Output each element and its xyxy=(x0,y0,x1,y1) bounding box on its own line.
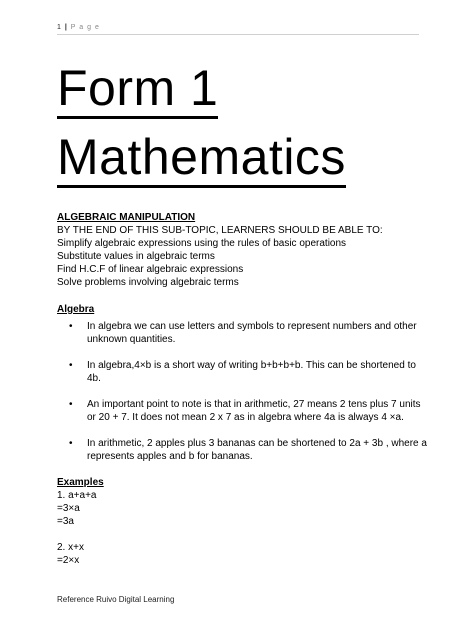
example-line: 1. a+a+a xyxy=(57,490,97,501)
example-line: =2×x xyxy=(57,555,80,566)
algebra-bullet-list xyxy=(57,320,427,463)
spacer xyxy=(57,528,427,541)
bullet-item xyxy=(57,398,427,424)
bullet-item xyxy=(57,320,427,346)
algebra-heading: Algebra xyxy=(57,304,95,315)
example-line: =3a xyxy=(57,516,74,527)
bullet-item xyxy=(57,437,427,463)
bullet-text: An important point to note is that in arithmetic, 27 means 2 tens plus 7 units or 20 + 7. It does not mean 2 x 7 as in algebra where 4a is always 4 ×a. xyxy=(87,399,421,423)
objectives-intro: BY THE END OF THIS SUB-TOPIC, LEARNERS SHOULD BE ABLE TO: xyxy=(57,225,383,236)
example-line: =3×a xyxy=(57,503,80,514)
example-line: 2. x+x xyxy=(57,542,84,553)
page-separator: | xyxy=(64,24,68,31)
title-line-2: Mathematics xyxy=(57,129,346,188)
bullet-item xyxy=(57,359,427,385)
bullet-text: In algebra we can use letters and symbols to represent numbers and other unknown quantities. xyxy=(87,321,417,345)
title-line-1: Form 1 xyxy=(57,60,218,119)
document-title xyxy=(57,60,346,198)
objective-item: Find H.C.F of linear algebraic expressions xyxy=(57,264,244,275)
bullet-icon: • xyxy=(69,399,73,410)
document-body xyxy=(57,211,427,567)
objective-item: Substitute values in algebraic terms xyxy=(57,251,215,262)
page-label: P a g e xyxy=(70,24,100,31)
examples-heading: Examples xyxy=(57,477,104,488)
bullet-text: In arithmetic, 2 apples plus 3 bananas can be shortened to 2a + 3b , where a represents apples and b for bananas. xyxy=(87,438,427,462)
objective-item: Simplify algebraic expressions using the rules of basic operations xyxy=(57,238,347,249)
page-header xyxy=(57,24,419,35)
page-footer: Reference Ruivo Digital Learning xyxy=(57,595,175,604)
objectives-heading: ALGEBRAIC MANIPULATION xyxy=(57,212,196,223)
bullet-icon: • xyxy=(69,360,73,371)
bullet-text: In algebra,4×b is a short way of writing b+b+b+b. This can be shortened to 4b. xyxy=(87,360,416,384)
bullet-icon: • xyxy=(69,321,73,332)
page-number: 1 xyxy=(57,24,62,31)
objective-item: Solve problems involving algebraic terms xyxy=(57,277,239,288)
bullet-icon: • xyxy=(69,438,73,449)
